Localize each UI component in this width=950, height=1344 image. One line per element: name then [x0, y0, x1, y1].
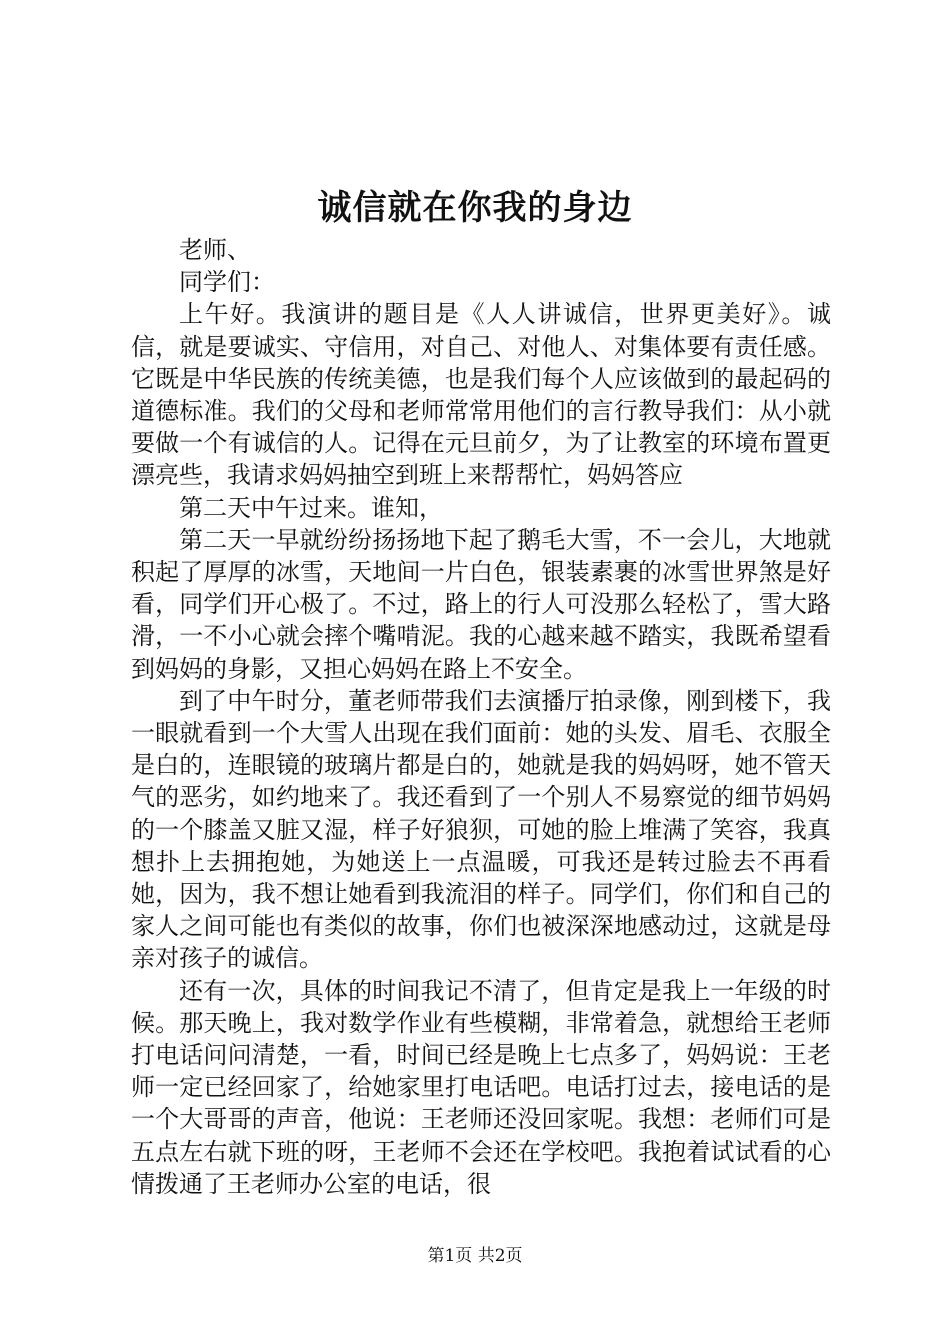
paragraph: 第二天一早就纷纷扬扬地下起了鹅毛大雪，不一会儿，大地就积起了厚厚的冰雪，天地间一片白色，银装素裹的冰雪世界煞是好看，同学们开心极了。不过，路上的行人可没那么轻松了，雪大路滑，一不小心就会摔个嘴啃泥。我的心越来越不踏实，我既希望看到妈妈的身影，又担心妈妈在路上不安全。 — [131, 525, 831, 683]
salutation-line: 老师、 — [179, 236, 251, 264]
page-footer: 第1页 共2页 — [427, 1246, 523, 1266]
paragraph: 还有一次，具体的时间我记不清了，但肯定是我上一年级的时候。那天晚上，我对数学作业有些模糊，非常着急，就想给王老师打电话问问清楚，一看，时间已经是晚上七点多了，妈妈说：王老师一定已经回家了，给她家里打电话吧。电话打过去，接电话的是一个大哥哥的声音，他说：王老师还没回家呢。我想：老师们可是五点左右就下班的呀，王老师不会还在学校吧。我抱着试试看的心情拨通了王老师办公室的电话，很 — [131, 976, 831, 1198]
document-body — [131, 234, 831, 1200]
paragraph: 上午好。我演讲的题目是《人人讲诚信，世界更美好》。诚信，就是要诚实、守信用，对自己、对他人、对集体要有责任感。它既是中华民族的传统美德，也是我们每个人应该做到的最起码的道德标准。我们的父母和老师常常用他们的言行教导我们：从小就要做一个有诚信的人。记得在元旦前夕，为了让教室的环境布置更漂亮些，我请求妈妈抽空到班上来帮帮忙，妈妈答应 — [131, 300, 831, 490]
salutation-line: 同学们： — [179, 268, 275, 297]
document-title: 诚信就在你我的身边 — [317, 188, 633, 228]
paragraph: 到了中午时分，董老师带我们去演播厅拍录像，刚到楼下，我一眼就看到一个大雪人出现在我们面前：她的头发、眉毛、衣服全是白的，连眼镜的玻璃片都是白的，她就是我的妈妈呀，她不管天气的恶劣，如约地来了。我还看到了一个别人不易察觉的细节妈妈的一个膝盖又脏又湿，样子好狼狈，可她的脸上堆满了笑容，我真想扑上去拥抱她，为她送上一点温暖，可我还是转过脸去不再看她，因为，我不想让她看到我流泪的样子。同学们，你们和自己的家人之间可能也有类似的故事，你们也被深深地感动过，这就是母亲对孩子的诚信。 — [131, 686, 831, 973]
paragraph: 第二天中午过来。谁知， — [179, 493, 443, 522]
